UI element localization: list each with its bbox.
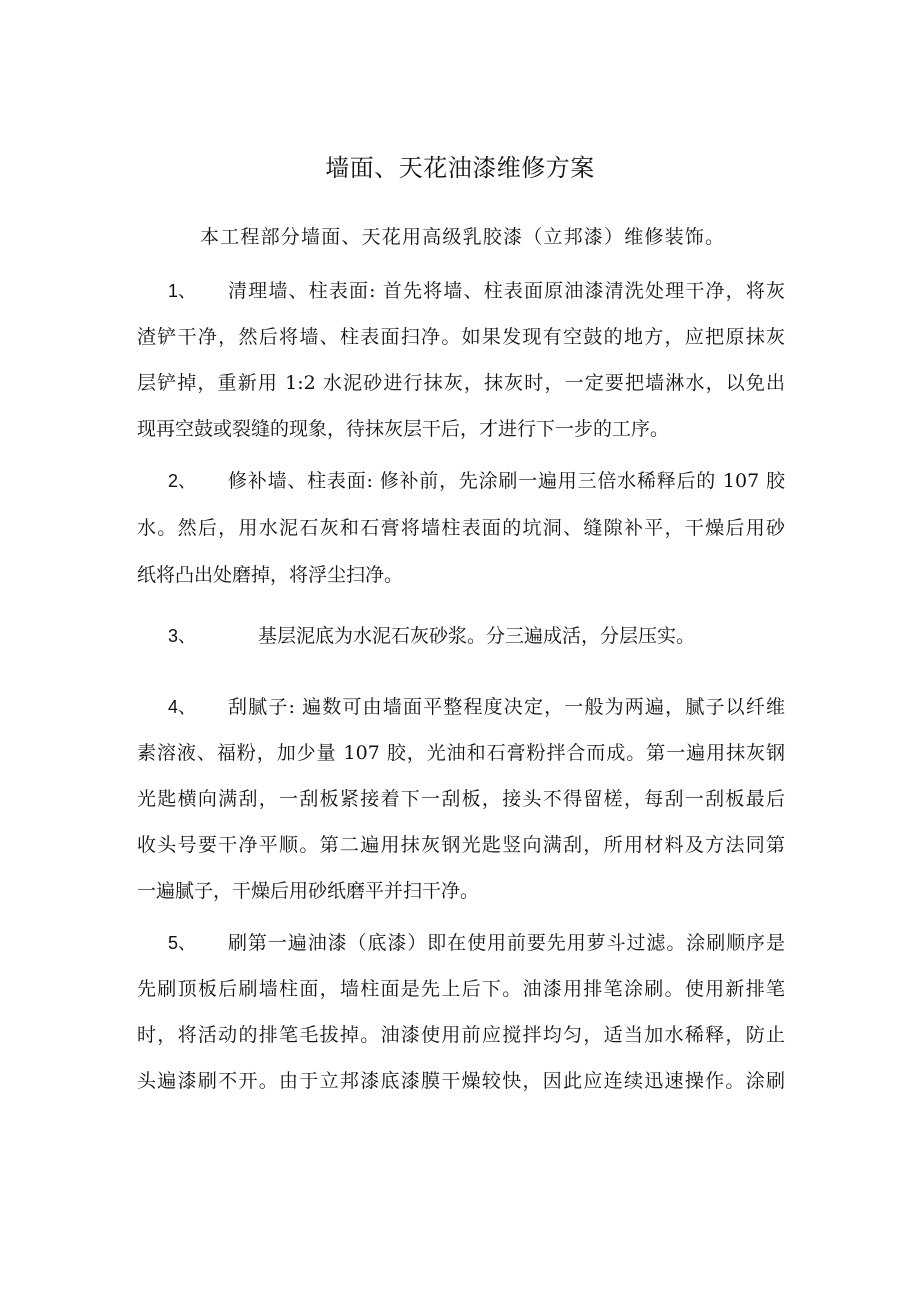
section-line: 收头号要干净平顺。第二遍用抹灰钢光匙竖向满刮，所用材料及方法同第 — [137, 834, 785, 856]
section-first-line: 刷第一遍油漆（底漆）即在使用前要先用萝斗过滤。涂刷顺序是 — [228, 932, 785, 954]
section-first-line: 基层泥底为水泥石灰砂浆。分三遍成活，分层压实。 — [258, 625, 696, 647]
section-line: 现再空鼓或裂缝的现象，待抹灰层干后，才进行下一步的工序。 — [137, 418, 670, 440]
section-line: 先刷顶板后刷墙柱面，墙柱面是先上后下。油漆用排笔涂刷。使用新排笔 — [137, 978, 785, 1000]
section-line: 渣铲干净，然后将墙、柱表面扫净。如果发现有空鼓的地方，应把原抹灰 — [137, 326, 785, 348]
section-number: 5、 — [168, 933, 197, 953]
section-line: 层铲掉，重新用 1:2 水泥砂进行抹灰，抹灰时，一定要把墙淋水，以免出 — [137, 372, 785, 394]
intro-paragraph: 本工程部分墙面、天花用高级乳胶漆（立邦漆）维修装饰。 — [200, 226, 726, 248]
section-line: 光匙横向满刮，一刮板紧接着下一刮板，接头不得留槎，每刮一刮板最后 — [137, 788, 785, 810]
section-line: 头遍漆刷不开。由于立邦漆底漆膜干燥较快，因此应连续迅速操作。涂刷 — [137, 1070, 785, 1092]
section-number: 1、 — [168, 281, 197, 301]
section-number: 4、 — [168, 697, 197, 717]
section-line: 时，将活动的排笔毛拔掉。油漆使用前应搅拌均匀，适当加水稀释，防止 — [137, 1024, 785, 1046]
section-line: 水。然后，用水泥石灰和石膏将墙柱表面的坑洞、缝隙补平，干燥后用砂 — [137, 517, 785, 539]
document-title: 墙面、天花油漆维修方案 — [325, 154, 595, 182]
section-first-line: 修补墙、柱表面: 修补前，先涂刷一遍用三倍水稀释后的 107 胶 — [228, 470, 785, 492]
section-line: 纸将凸出处磨掉，将浮尘扫净。 — [137, 564, 404, 586]
section-number: 2、 — [168, 471, 197, 491]
section-first-line: 刮腻子: 遍数可由墙面平整程度决定，一般为两遍，腻子以纤维 — [228, 696, 785, 718]
section-first-line: 清理墙、柱表面: 首先将墙、柱表面原油漆清洗处理干净，将灰 — [228, 280, 785, 302]
section-line: 素溶液、福粉，加少量 107 胶，光油和石膏粉拌合而成。第一遍用抹灰钢 — [137, 742, 785, 764]
section-number: 3、 — [168, 626, 197, 646]
section-line: 一遍腻子，干燥后用砂纸磨平并扫干净。 — [137, 880, 480, 902]
